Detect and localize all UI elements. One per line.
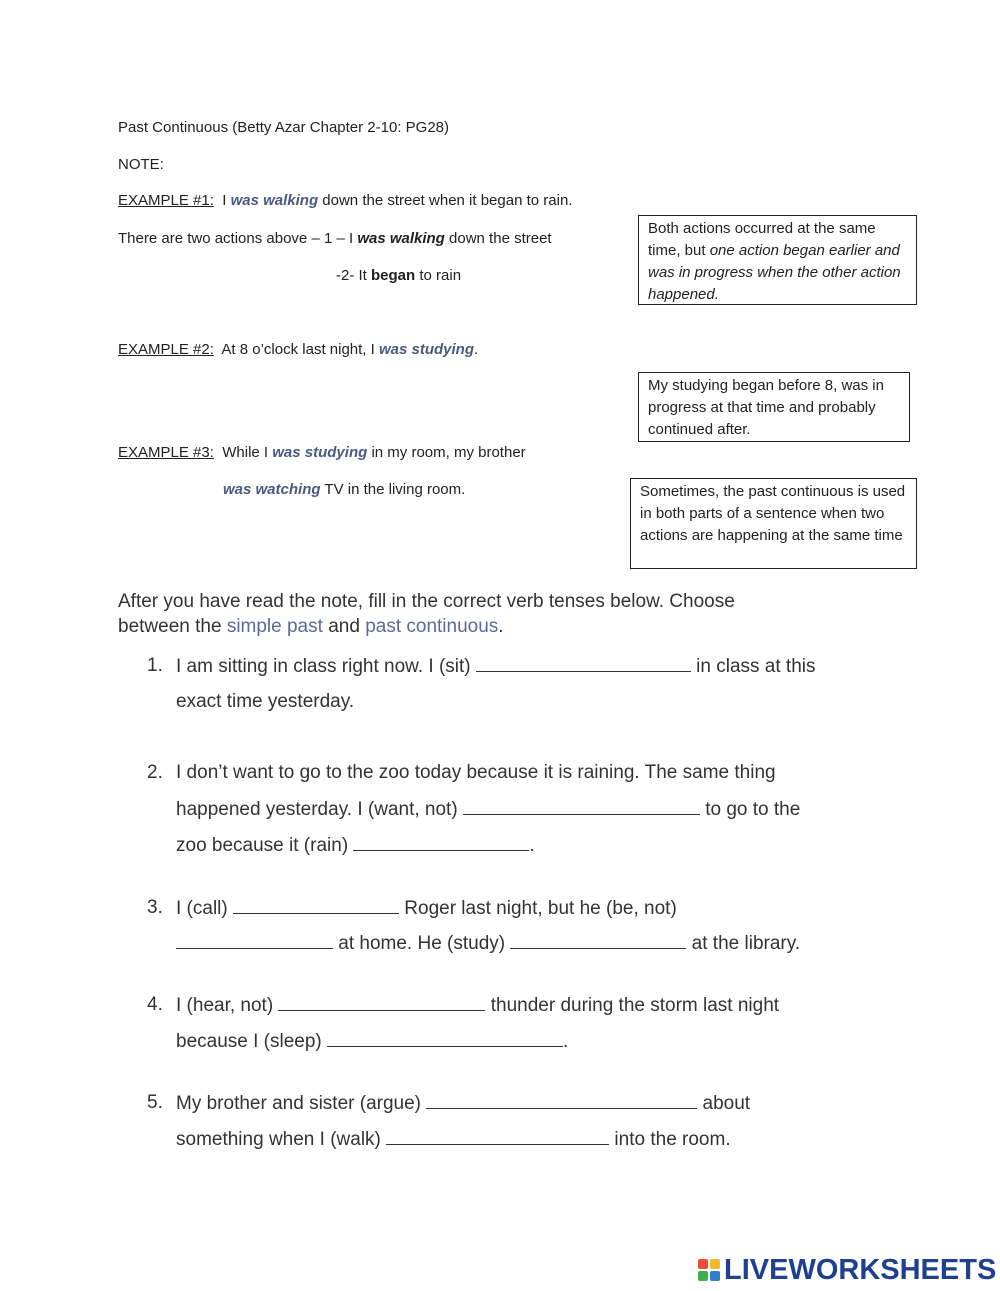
note-box-1-text-a: Both actions occurred at the same time, but bbox=[648, 220, 876, 259]
question-text: happened yesterday. I (want, not) bbox=[176, 799, 463, 820]
question-text: into the room. bbox=[609, 1129, 731, 1150]
explanation-line2-bold: began bbox=[371, 267, 416, 284]
question-text: something when I (walk) bbox=[176, 1129, 387, 1150]
explanation-line2-post: to rain bbox=[415, 267, 462, 284]
question-1-line-2: exact time yesterday. bbox=[176, 691, 355, 712]
note-box-1-text-b: one action began earlier and was in progress when the other action happened. bbox=[648, 242, 901, 303]
logo-block bbox=[698, 1271, 708, 1281]
logo-block bbox=[710, 1271, 720, 1281]
example-2-label: EXAMPLE #2: bbox=[118, 341, 214, 358]
question-text: about bbox=[697, 1093, 751, 1114]
simple-past-term: simple past bbox=[226, 616, 323, 637]
answer-blank[interactable] bbox=[278, 994, 485, 1011]
explanation-pre: There are two actions above – 1 – I bbox=[118, 230, 358, 247]
question-5-line-1 bbox=[176, 1092, 750, 1115]
instructions-end: . bbox=[498, 616, 504, 637]
example-2-post: . bbox=[474, 341, 479, 358]
example-3-verb: was studying bbox=[272, 444, 368, 461]
answer-blank[interactable] bbox=[510, 932, 686, 949]
example-2 bbox=[118, 341, 478, 358]
logo-block bbox=[698, 1259, 708, 1269]
instructions-pre: between the bbox=[118, 616, 227, 637]
question-2-line-2 bbox=[176, 798, 800, 821]
question-number: 1. bbox=[147, 655, 163, 676]
answer-blank[interactable] bbox=[353, 834, 529, 851]
example-1-post: down the street when it began to rain. bbox=[318, 192, 573, 209]
note-box-3: Sometimes, the past continuous is used in both parts of a sentence when two actions are happening at the same time bbox=[630, 478, 917, 569]
example-1-verb: was walking bbox=[230, 192, 319, 209]
explanation-line-2 bbox=[336, 267, 461, 284]
brand-name: LIVEWORKSHEETS bbox=[724, 1253, 997, 1286]
explanation-line-1 bbox=[118, 230, 552, 247]
question-text: zoo because it (rain) bbox=[176, 835, 354, 856]
note-box-2: My studying began before 8, was in progress at that time and probably continued after. bbox=[638, 372, 910, 442]
example-3-label: EXAMPLE #3: bbox=[118, 444, 214, 461]
logo-blocks-icon bbox=[698, 1259, 720, 1281]
question-2-line-3 bbox=[176, 834, 535, 857]
answer-blank[interactable] bbox=[386, 1128, 609, 1145]
question-5-line-2 bbox=[176, 1128, 731, 1151]
question-number: 5. bbox=[147, 1092, 163, 1113]
question-text: I (call) bbox=[176, 898, 233, 919]
instructions-and: and bbox=[322, 616, 366, 637]
question-4-line-2 bbox=[176, 1030, 568, 1053]
question-text: at home. He (study) bbox=[333, 933, 511, 954]
instructions-line-2 bbox=[118, 614, 504, 640]
explanation-verb: was walking bbox=[357, 230, 445, 247]
explanation-post: down the street bbox=[444, 230, 552, 247]
logo-block bbox=[710, 1259, 720, 1269]
example-2-pre: At 8 o’clock last night, I bbox=[221, 341, 379, 358]
example-3-line2-verb: was watching bbox=[223, 481, 321, 498]
question-text: because I (sleep) bbox=[176, 1031, 328, 1052]
example-3 bbox=[118, 444, 526, 461]
question-text: . bbox=[563, 1031, 569, 1052]
question-text: to go to the bbox=[699, 799, 801, 820]
question-text: in class at this bbox=[690, 656, 816, 677]
question-number: 3. bbox=[147, 897, 163, 918]
question-text: thunder during the storm last night bbox=[485, 995, 780, 1016]
question-text: . bbox=[529, 835, 535, 856]
note-label: NOTE: bbox=[118, 156, 164, 173]
question-3-line-1 bbox=[176, 897, 677, 920]
answer-blank[interactable] bbox=[176, 932, 333, 949]
answer-blank[interactable] bbox=[426, 1092, 697, 1109]
instructions-line-1: After you have read the note, fill in the correct verb tenses below. Choose bbox=[118, 591, 735, 612]
question-2-line-1: I don’t want to go to the zoo today because it is raining. The same thing bbox=[176, 762, 776, 783]
question-number: 4. bbox=[147, 994, 163, 1015]
example-1-label: EXAMPLE #1: bbox=[118, 192, 214, 209]
answer-blank[interactable] bbox=[476, 655, 691, 672]
past-continuous-term: past continuous bbox=[365, 616, 499, 637]
liveworksheets-logo bbox=[698, 1253, 996, 1287]
example-1-pre: I bbox=[222, 192, 231, 209]
example-3-post: in my room, my brother bbox=[367, 444, 526, 461]
question-1-line-1 bbox=[176, 655, 815, 678]
question-text: I am sitting in class right now. I (sit) bbox=[176, 656, 476, 677]
question-text: I (hear, not) bbox=[176, 995, 279, 1016]
question-text: My brother and sister (argue) bbox=[176, 1093, 427, 1114]
question-text: Roger last night, but he (be, not) bbox=[399, 898, 677, 919]
answer-blank[interactable] bbox=[327, 1030, 563, 1047]
page-title: Past Continuous (Betty Azar Chapter 2-10: PG28) bbox=[118, 119, 450, 136]
question-text: at the library. bbox=[686, 933, 801, 954]
question-4-line-1 bbox=[176, 994, 779, 1017]
question-number: 2. bbox=[147, 762, 163, 783]
example-3-pre: While I bbox=[222, 444, 273, 461]
note-box-1 bbox=[638, 215, 917, 305]
question-3-line-2 bbox=[176, 932, 800, 955]
answer-blank[interactable] bbox=[463, 798, 700, 815]
example-2-verb: was studying bbox=[378, 341, 475, 358]
explanation-line2-pre: -2- It bbox=[336, 267, 372, 284]
answer-blank[interactable] bbox=[233, 897, 399, 914]
example-1 bbox=[118, 192, 572, 209]
example-3-line2-post: TV in the living room. bbox=[320, 481, 466, 498]
example-3-line-2 bbox=[223, 481, 465, 498]
